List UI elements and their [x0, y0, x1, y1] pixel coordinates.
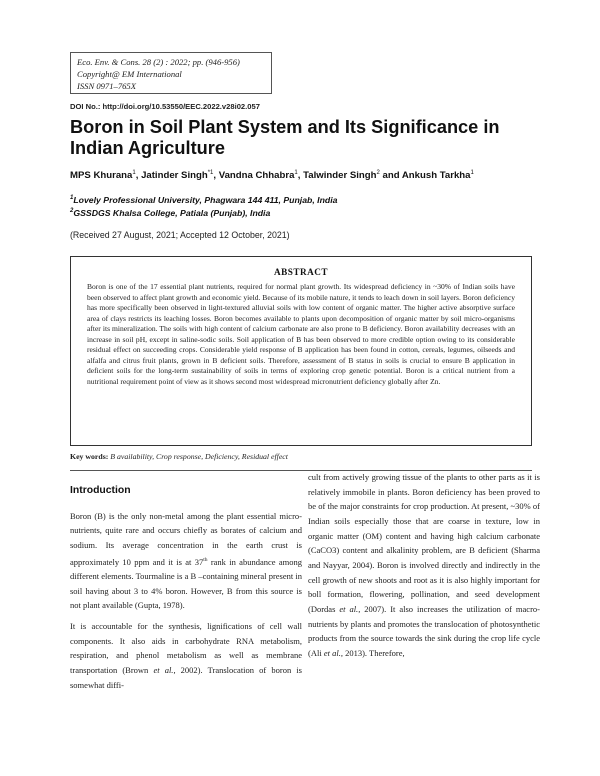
author-4: Talwinder Singh — [303, 170, 377, 182]
left-column — [70, 484, 302, 698]
italic-citation: et al. — [153, 665, 174, 676]
abstract-text: Boron is one of the 17 essential plant nutrients, required for normal plant growth. Its widespread deficiency in ~30% of Indian soils have been observed to affect plant growth and economic yield. Because of its mobile nature, it tends to leach down in soil layers. Boron deficiency has more specifically been observed in light-textured alluvial soils with low content of organic matter. The higher active absorptive surface area of clays restricts its leaching losses. Boron becomes available to plants upon decomposition of organic matter by soil micro-organisms after its mineralization. The soils with high content of calcium carbonate are also prone to B deficiency. Boron availability decreases with an increase in soil pH, except in saline-sodic soils. Soil application of B has been observed to more credible option owing to its considerable residual effect on succeeding crops. Considerable yield response of B application has been found in cotton, cereals, legumes, oilseeds and alfalfa and citrus fruit plants, grown in B deficient soils. Therefore, assessment of B status in soils is crucial to ensure B application in deficient soils for the long-term sustainability of soils in terms of exploring crop genetic potential. Boron is a critical nutrient from a nutritional requirement point of view as it shows second most widespread micronutrient deficiency globally after Zn. — [87, 282, 515, 386]
keywords — [70, 452, 288, 461]
affiliation-2 — [70, 208, 550, 218]
journal-line-1: Eco. Env. & Cons. 28 (2) : 2022; pp. (946-956) — [77, 57, 240, 67]
author-sep: , — [213, 170, 219, 182]
right-column — [308, 470, 540, 667]
journal-citation-box — [70, 52, 272, 94]
intro-paragraph-3 — [308, 470, 540, 661]
text-run: , 2013). Therefore, — [340, 647, 405, 658]
author-sep: , — [135, 170, 142, 182]
author-list — [70, 170, 550, 181]
doi-link[interactable]: DOI No.: http://doi.org/10.53550/EEC.2022.v28i02.057 — [70, 102, 260, 111]
abstract-box — [70, 256, 532, 446]
author-1: MPS Khurana — [70, 170, 133, 182]
superscript: th — [203, 556, 208, 563]
author-4-sup: 2 — [376, 170, 380, 176]
author-2-sup: *1 — [207, 170, 214, 176]
keywords-label: Key words: — [70, 452, 109, 461]
author-3-sup: 1 — [294, 170, 298, 176]
author-3: Vandna Chhabra — [218, 170, 295, 182]
text-run: cult from actively growing tissue of the plants to other parts as it is relatively immobile in plants. Boron deficiency has been proved to be of the major constraints for crop production. At present, ~30% of Indian soils especially those that are coarse in texture, low in organic matter (OM) content and having high calcium carbonate (CaCO3) content and alkalinity problem, are B deficient (Sharma and Nayyar, 2004). Boron is involved directly and indirectly in the cell growth of new shoots and root as it is also highly important for boll formation, flowering, pollination, and seed development (Dordas — [308, 472, 540, 614]
author-5-sup: 1 — [470, 170, 474, 176]
affiliation-1-sup: 1 — [70, 195, 74, 202]
introduction-heading: Introduction — [70, 485, 131, 496]
italic-citation: et al. — [323, 647, 341, 658]
text-run: , 2007). It also increases the utilization of macro-nutrients by plants and promotes the translocation of photosynthetic products from the source towards the sink during the crop life cycle (Ali — [308, 603, 540, 658]
author-1-sup: 1 — [132, 170, 136, 176]
journal-line-2: Copyright@ EM International — [77, 69, 182, 79]
keywords-text: B availability, Crop response, Deficiency, Residual effect — [110, 452, 288, 461]
text-run: Boron (B) is the only non-metal among the plant essential micro-nutrients, quite rare and occurs chiefly as borates of calcium and sodium. Its average concentration in the earth crust is approximately 10 ppm and it is at 37 — [70, 510, 302, 567]
intro-paragraph-2 — [70, 619, 302, 692]
affiliation-1-text: Lovely Professional University, Phagwara 144 411, Punjab, India — [73, 195, 338, 205]
affiliation-1 — [70, 195, 550, 205]
affiliation-2-text: GSSDGS Khalsa College, Patiala (Punjab), India — [73, 208, 271, 218]
author-2: Jatinder Singh — [141, 170, 208, 182]
text-run: It is accountable for the synthesis, lignifications of cell wall components. It also aids in carbohydrate RNA metabolism, respiration, and phenol metabolism as well as membrane transportation (Brown — [70, 621, 302, 676]
received-dates: (Received 27 August, 2021; Accepted 12 October, 2021) — [70, 230, 290, 240]
italic-citation: et al. — [339, 603, 359, 614]
author-sep: and — [379, 170, 402, 182]
text-run: rank in abundance among different elements. Tourmaline is a B –containing mineral present in soil having about 3 to 4% boron. However, B from this source is not plant available (Gupta, 1978). — [70, 556, 302, 611]
text-run: , 2002). Translocation of boron is somewhat diffi- — [70, 665, 302, 690]
abstract-heading: ABSTRACT — [273, 267, 329, 277]
affiliation-2-sup: 2 — [70, 208, 74, 215]
author-sep: , — [297, 170, 304, 182]
author-5: Ankush Tarkha — [401, 170, 471, 182]
journal-line-3: ISSN 0971–765X — [77, 81, 136, 91]
intro-paragraph-1 — [70, 509, 302, 613]
paper-title: Boron in Soil Plant System and Its Significance in Indian Agriculture — [70, 117, 500, 158]
